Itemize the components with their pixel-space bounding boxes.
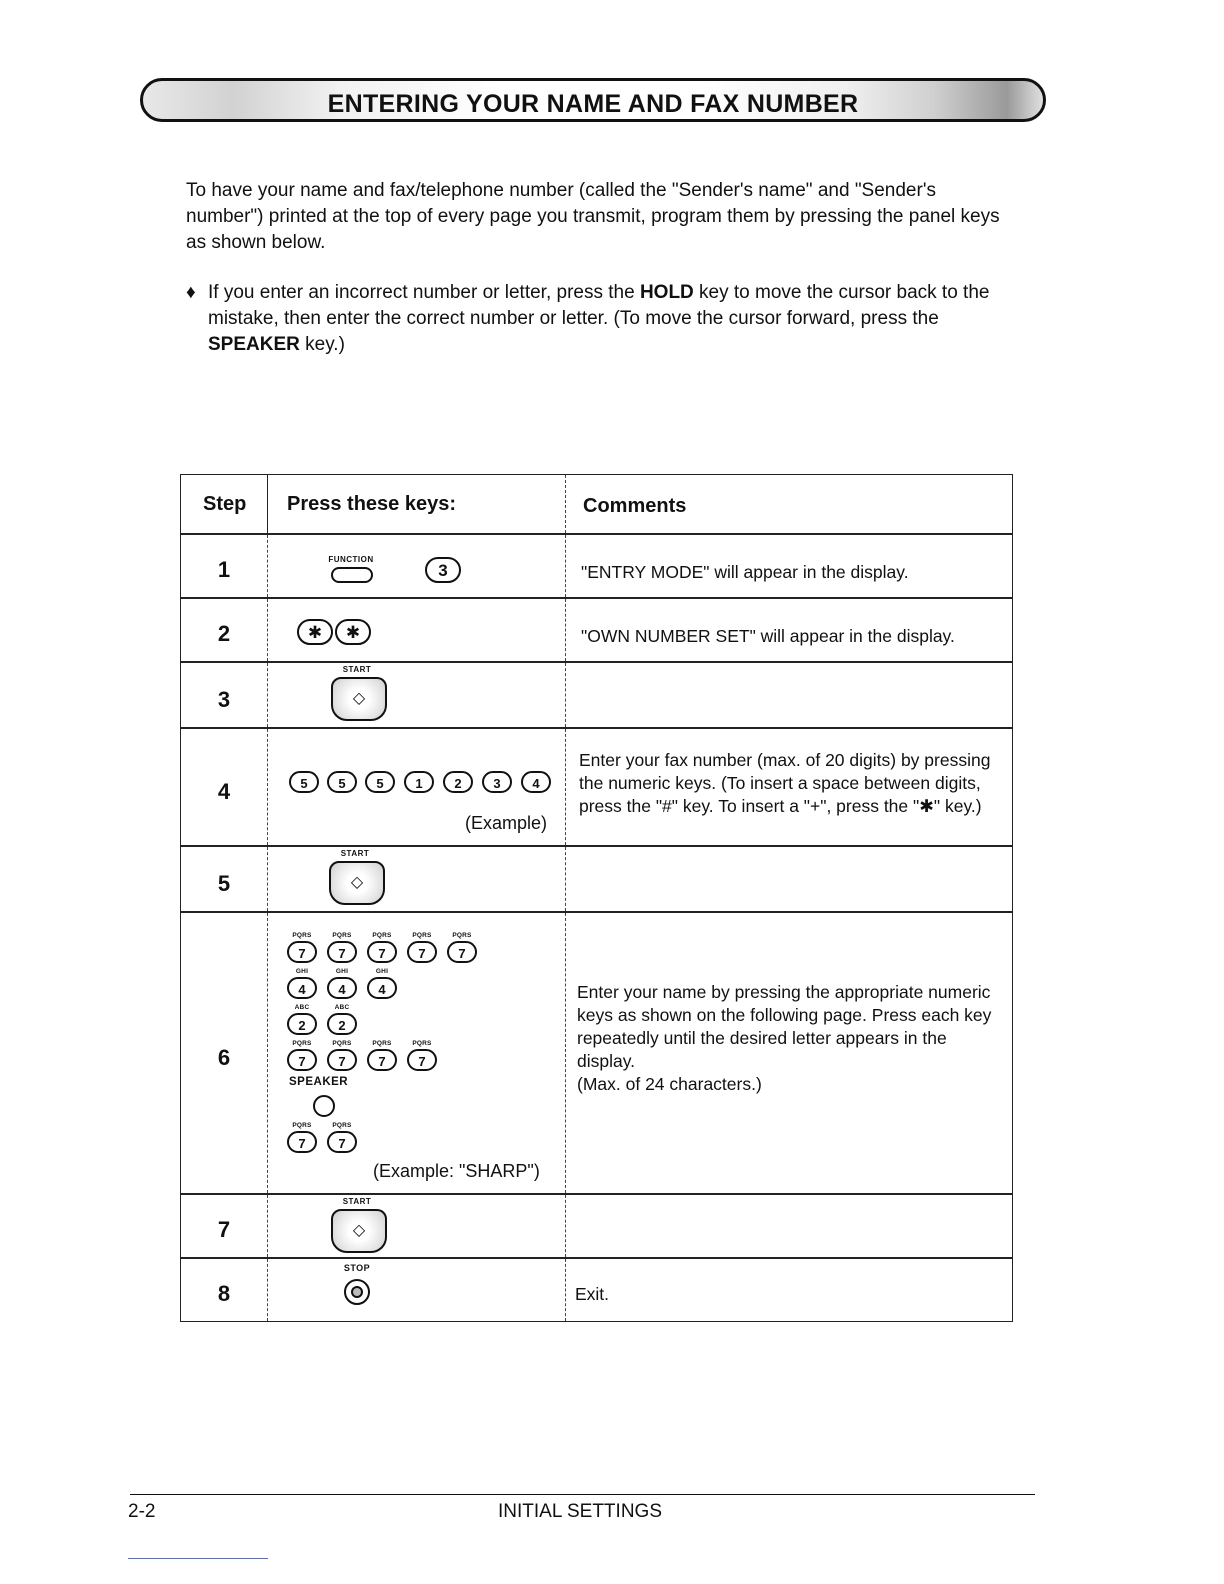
start-key-label: START (342, 665, 372, 674)
step-number: 7 (217, 1217, 231, 1242)
key-2-icon: ABC 2 (287, 1013, 317, 1035)
header-keys: Press these keys: (287, 493, 457, 515)
star-key-icon: ✱ (335, 619, 371, 645)
key-7-icon: PQRS 7 (287, 1049, 317, 1071)
hold-key-name: HOLD (639, 282, 694, 303)
key-3-icon: 3 (425, 557, 461, 583)
digit-key-icon: 5 (289, 771, 319, 793)
key-7-icon: PQRS 7 (327, 941, 357, 963)
key-4-icon: GHI 4 (287, 977, 317, 999)
stop-key-label: STOP (343, 1263, 371, 1273)
digit-key-icon: 3 (482, 771, 512, 793)
table-row (180, 598, 1013, 662)
row-comment: "ENTRY MODE" will appear in the display. (581, 562, 909, 582)
steps-table (180, 474, 1013, 1322)
footer-link-underline (128, 1558, 268, 1559)
speaker-key-icon (313, 1095, 335, 1117)
table-header-row (180, 474, 1013, 534)
key-7-icon: PQRS 7 (287, 941, 317, 963)
header-comments: Comments (583, 495, 687, 517)
intro-paragraph: To have your name and fax/telephone number (called the "Sender's name" and "Sender's number") printed at the top of every page you transmit, program them by pressing the panel keys as shown below. (186, 180, 1000, 253)
table-row (180, 1258, 1013, 1322)
speaker-key-label: SPEAKER (289, 1076, 349, 1088)
page-title: ENTERING YOUR NAME AND FAX NUMBER (327, 90, 859, 118)
row-comment: Enter your name by pressing the appropriate numeric keys as shown on the following page. Press each key repeatedly until the desired letter appears in the display. (577, 982, 992, 1071)
key-7-icon: PQRS 7 (327, 1049, 357, 1071)
start-key-label: START (340, 849, 370, 858)
row-comment-max: (Max. of 24 characters.) (577, 1074, 762, 1094)
digit-key-icon: 5 (365, 771, 395, 793)
key-2-icon: ABC 2 (327, 1013, 357, 1035)
step-number: 5 (217, 871, 231, 896)
digit-key-icon: 2 (443, 771, 473, 793)
key-7-icon: PQRS 7 (407, 1049, 437, 1071)
function-key-label: FUNCTION (328, 555, 374, 564)
header-step: Step (203, 493, 247, 515)
start-key-icon: ◇ (331, 1209, 387, 1253)
table-row (180, 534, 1013, 598)
table-row (180, 912, 1013, 1194)
key-7-icon: PQRS 7 (367, 941, 397, 963)
start-key-label: START (342, 1197, 372, 1206)
row-comment: Enter your fax number (max. of 20 digits) by pressing the numeric keys. (To insert a space between digits, press the "#" key. To insert a "+", press the "✱" key.) (579, 750, 991, 816)
key-7-icon: PQRS 7 (287, 1131, 317, 1153)
row-comment: Exit. (575, 1284, 610, 1304)
key-7-icon: PQRS 7 (367, 1049, 397, 1071)
table-row (180, 728, 1013, 846)
star-key-icon: ✱ (297, 619, 333, 645)
section-name: INITIAL SETTINGS (498, 1501, 662, 1522)
step-number: 4 (217, 779, 231, 804)
row-comment: "OWN NUMBER SET" will appear in the display. (581, 626, 955, 646)
stop-key-icon (344, 1279, 370, 1305)
digit-key-icon: 4 (521, 771, 551, 793)
key-4-icon: GHI 4 (367, 977, 397, 999)
key-7-icon: PQRS 7 (407, 941, 437, 963)
example-label: (Example) (465, 813, 548, 833)
footer-rule (130, 1494, 1035, 1495)
tip-text: If you enter an incorrect number or letter, press the HOLD key to move the cursor back to the mistake, then enter the correct number or letter. (To move the cursor forward, press the SPEAKER key.) (208, 282, 990, 355)
key-7-icon: PQRS 7 (327, 1131, 357, 1153)
step-number: 3 (217, 687, 231, 712)
key-4-icon: GHI 4 (327, 977, 357, 999)
step-number: 8 (217, 1281, 231, 1306)
title-banner (140, 78, 1046, 122)
step-number: 1 (217, 557, 231, 582)
key-7-icon: PQRS 7 (447, 941, 477, 963)
table-row (180, 1194, 1013, 1258)
start-key-icon: ◇ (329, 861, 385, 905)
digit-key-icon: 1 (404, 771, 434, 793)
step-number: 2 (217, 621, 231, 646)
bullet-icon: ♦ (186, 282, 196, 303)
table-row (180, 846, 1013, 912)
function-key-icon (331, 567, 373, 583)
digit-key-icon: 5 (327, 771, 357, 793)
table-row (180, 662, 1013, 728)
example-label: (Example: "SHARP") (373, 1161, 540, 1181)
speaker-key-name: SPEAKER (208, 334, 300, 355)
page-number: 2-2 (128, 1501, 156, 1522)
step-number: 6 (217, 1045, 231, 1070)
start-key-icon: ◇ (331, 677, 387, 721)
